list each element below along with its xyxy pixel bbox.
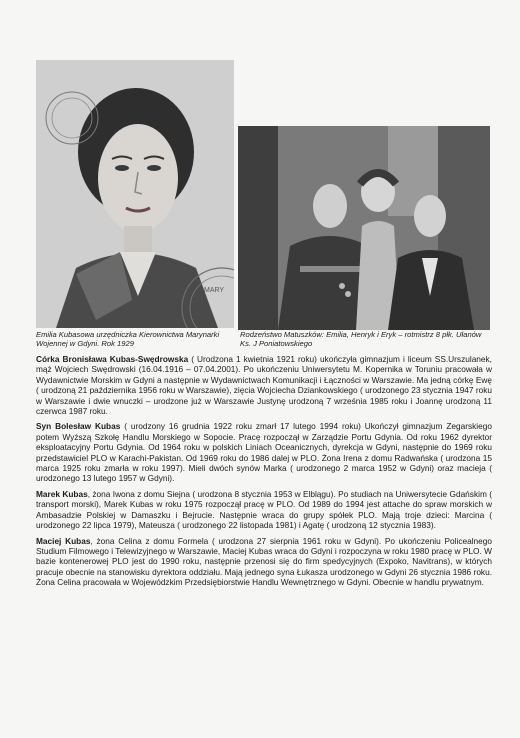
group-photo-siblings bbox=[238, 126, 490, 330]
person-name: Córka Bronisława Kubas-Swędrowska bbox=[36, 354, 189, 364]
group-image bbox=[238, 126, 490, 330]
portrait-photo-emilia bbox=[36, 60, 234, 328]
paragraph-text: ( Urodzona 1 kwietnia 1921 roku) ukończyła gimnazjum i liceum SS.Urszulanek, mąż Wojciech Swędrowski (16.04.1916 – 07.04.2001). Po ukończeniu Uniwersytetu M. Kopernika w Toruniu pracowała w Wydawnictwie Morskim w Gdyni a następnie w Wydawnictwach Komunikacji i Łączności w Warszawie. Ma jedną córkę Ewę ( urodzoną 21 października 1956 roku w Warszawie), zięcia Wojciecha Dziankowskiego ( urodzonego 23 stycznia 1947 roku w Warszawie i dwie wnuczki – urodzone już w Warszawie Justynę urodzoną 7 września 1985 roku i Joannę urodzoną 11 czerwca 1987 roku. bbox=[36, 354, 492, 417]
paragraph-text: ( urodzony 16 grudnia 1922 roku zmarł 17 lutego 1994 roku) Ukończył gimnazjum Zegarskiego potem Wyższą Szkołę Handlu Morskiego w Sopocie. Pracę rozpoczął w Zarządzie Portu Gdynia. Od roku 1962 dyrektor eksploatacyjny Portu Gdynia. Od 1964 roku w polskich Liniach Oceanicznych, dyrekcja w Gdyni, następnie do 1969 roku przedstawiciel PLO w Karachi-Pakistan. Od 1969 roku do 1986 dalej w PLO. Żona Irena z domu Radwańska ( urodzona 15 marca 1925 roku zmarła w roku 1997). Mieli dwóch synów Marka ( urodzonego 2 marca 1952 w Gdyni) oraz macieja ( urodzonego 13 lutego 1957 w Gdyni). bbox=[36, 421, 492, 484]
paragraph-maciej bbox=[36, 536, 492, 588]
paragraph-text: , żona Celina z domu Formela ( urodzona 27 sierpnia 1961 roku w Gdyni). Po ukończeniu Policealnego Studium Filmowego i Telewizyjnego w Warszawie, Maciej Kubas wraca do Gdyni i rozpoczyna w roku 1980 pracę w PLO. W bazie kontenerowej PLO jest do 1990 roku, następnie przenosi się do firm spedycyjnych (Expoko, Navitrans), w których pracuje obecnie na stanowisku dyrektora oddziału. Mają jednego syna Łukasza urodzonego w Gdyni 26 stycznia 1986 roku. Żona Celina pracowała w Wojewódzkim Przedsiębiorstwie Handlu Wewnętrznego w Gdyni. Obecnie w handlu prywatnym. bbox=[36, 535, 492, 588]
portrait-image bbox=[36, 60, 234, 328]
stamp-text: MARY bbox=[204, 287, 225, 294]
person-name: Syn Bolesław Kubas bbox=[36, 421, 121, 432]
caption-portrait: Emilia Kubasowa urzędniczka Kierownictwa Marynarki Wojennej w Gdyni. Rok 1929 bbox=[36, 330, 220, 349]
paragraph-marek bbox=[36, 489, 492, 531]
paragraph-bronislawa bbox=[36, 354, 492, 416]
paragraph-boleslaw bbox=[36, 421, 492, 483]
body-text bbox=[36, 354, 492, 593]
paragraph-text: , żona Iwona z domu Siejna ( urodzona 8 stycznia 1953 w Elblągu). Po studiach na Uniwersytecie Gdańskim ( transport morski), Marek Kubas w roku 1975 rozpoczął pracę w PLO. Od 1989 do 1994 jest attache do spraw morskich w Ambasadzie Polskiej w Damaszku i Bejrucie. Następnie wraca do grupy spółek PLO. Mają troje dzieci: Marcina ( urodzonego 22 lipca 1979), Mateusza ( urodzonego 22 listopada 1981) i Agatę ( urodzoną 12 stycznia 1983). bbox=[36, 488, 492, 531]
caption-group-photo: Rodzeństwo Matuszków: Emilia, Henryk i Eryk – rotmistrz 8 płk. Ułanów Ks. J Poniatowskiego bbox=[240, 330, 482, 349]
person-name: Marek Kubas bbox=[36, 488, 88, 499]
person-name: Maciej Kubas bbox=[36, 535, 91, 546]
